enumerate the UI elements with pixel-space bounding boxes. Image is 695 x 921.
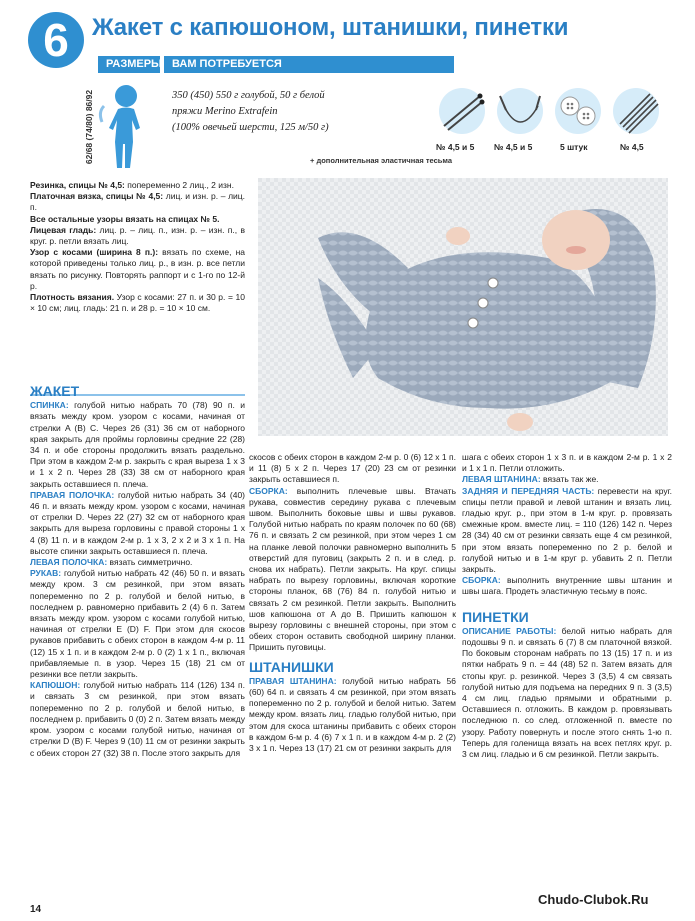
left-front-label: ЛЕВАЯ ПОЛОЧКА: — [30, 557, 108, 568]
yarn-info — [172, 88, 422, 136]
pants-heading: ШТАНИШКИ — [249, 658, 334, 675]
right-leg-continued: шага с обеих сторон 1 х 3 п. и в каждом 2-м р. 1 х 2 и 1 х 1 п. Петли отложить. — [462, 452, 672, 474]
materials-tag: ВАМ ПОТРЕБУЕТСЯ — [164, 56, 454, 73]
page-number: 14 — [30, 904, 42, 915]
intro-label: Резинка, спицы № 4,5: — [30, 180, 125, 190]
work-text: белой нитью набрать для подошвы 9 п. и связать 6 (7) 8 см платочной вязкой. По боковым сторонам набрать по 13 (15) 17 п. и из пятки набрать 9 п. = 44 (48) 52 п. Затем вязать для стопы круг. р. резинкой. Через 3 (3,5) 4 см связать голубой нитью для подъема на передних 9 п. 3 (3,5) 4 см лиц. гладью прямыми и обратными р. Оставшиеся п. отложить. В каждом р. провязывать последнюю п. со след. отложенной п. вместе по узору. Работу повернуть и после этого снять 1-ю п. Теперь для голенища вязать на всех петлях круг. р. 3 см лиц. гладью и 6 см резинкой. Петли закрыть. — [462, 625, 672, 760]
left-leg-text: вязать так же. — [540, 474, 599, 485]
yarn-line-3: (100% овечьей шерсти, 125 м/50 г) — [172, 122, 329, 133]
intro-text: лиц. и изн. р. – лиц. п. — [30, 191, 246, 213]
circular-needle-icon — [494, 86, 546, 136]
site-watermark: Chudo-Clubok.Ru — [538, 892, 649, 907]
intro-text: лиц. р. – лиц. п., изн. р. – изн. п., в круг. р. петли вязать лиц. — [30, 224, 245, 247]
hood-text: голубой нитью набрать 114 (126) 134 п. и связать 3 см резинкой, при этом вязать попеременно по 2 р. голубой и белой нитью, в последнем р. прибавить 0 (0) 2 п. Затем вязать между кром. узором с косами голубой нитью, начиная от стрелки D (B) F. Через 9 (10) 11 см от резинки закрыть с обеих сторон 27 (32) 38 п. После этого закрыть для — [30, 680, 245, 758]
back-text: голубой нитью набрать 70 (78) 90 п. и вязать между кром. узором с косами, начиная от стрелки A (B) C. Через 26 (31) 36 см от наборного края закрыть для проймы горловины средние 22 (28) 34 п. и обе стороны продолжить вязать раздельно. При этом в каждом 2-м р. закрыть с края выреза 1 х 3 и 1 х 2 п. Через 28 (33) 38 см от наборного края закрыть оставшиеся п. плеча. — [30, 400, 245, 489]
intro-label: Плотность вязания. — [30, 292, 115, 303]
intro-text: Узор с косами: 27 п. и 30 р. = 10 × 10 см; лиц. гладь: 21 п. и 28 р. = 10 × 10 см. — [30, 292, 245, 314]
back-front-label: ЗАДНЯЯ И ПЕРЕДНЯЯ ЧАСТЬ: — [462, 485, 595, 496]
yarn-line-1: 350 (450) 550 г голубой, 50 г белой — [172, 90, 325, 101]
yarn-line-2: пряжи Merino Extrafein — [172, 106, 278, 117]
knitting-needles-icon — [436, 86, 488, 136]
intro-item — [30, 191, 245, 213]
left-front-text: вязать симметрично. — [107, 557, 193, 568]
baby-silhouette-icon — [96, 82, 152, 172]
right-leg-text: голубой нитью набрать 56 (60) 64 п. и связать 4 см резинкой, при этом вязать попеременно по 2 р. голубой и белой нитью. Затем между кром. вязать лиц. гладью голубой нитью, при этом для скоса штанины прибавить с обеих сторон в каждом 6-м р. 4 (6) 7 х 1 п. и в каждом 4-м р. 2 (2) 3 х 1 п. Через 13 (17) 21 см от резинки закрыть для — [249, 675, 456, 754]
work-label: ОПИСАНИЕ РАБОТЫ: — [462, 625, 557, 636]
assembly-text: выполнить плечевые швы. Втачать рукава, совместив середину рукава с плечевым швом. Выполнить боковые швы и швы рукавов. Голубой нитью набрать по краям полочек по 60 (68) 76 п. и связать 2 см резинкой, при этом через 1 см на планке левой полочки равномерно выполнить 5 отверстий для пуговиц (закрыть 2 п. и в след. р. снова их набрать). Петли закрыть. На круг. спицы набрать по вырезу горловины, включая короткие стороны планок, 68 (76) 84 п. голубой нитью и связать 2 см резинкой. Петли закрыть. Выполнить шов капюшона от A до B. Пришить капюшон к вырезу горловины с внешней стороны, при этом с обеих сторон оставить свободной ширину планки. Пришить пуговицы. — [249, 485, 456, 653]
intro-label: Платочная вязка, спицы № 4,5: — [30, 191, 164, 202]
left-leg-label: ЛЕВАЯ ШТАНИНА: — [462, 474, 541, 485]
intro-label: Все остальные узоры вязать на спицах № 5. — [30, 213, 220, 224]
back-label: СПИНКА: — [30, 400, 69, 411]
baby-photo — [258, 178, 668, 436]
jacket-heading: ЖАКЕТ — [30, 383, 80, 399]
intro-item — [30, 247, 245, 292]
sleeve-text: голубой нитью набрать 42 (46) 50 п. и вязать между кром. 3 см резинкой, при этом вязать попеременно по 2 р. голубой и белой нитью, в последнем р. равномерно прибавить 2 (4) 6 п. Затем вязать между кром. узором с косами голубой нитью, начиная от стрелки E (D) F. При этом для скосов рукавов прибавить с обеих сторон в каждом 4-м р. 11 (12) 15 х 1 п. и в каждом 2-м р. 0 (2) 1 х 1 п., включая прибавляемые п. в узор. Через 15 (18) 21 см от резинки все петли закрыть. — [30, 568, 245, 680]
intro-label: Лицевая гладь: — [30, 224, 97, 235]
intro-item — [30, 225, 245, 247]
tool-label-3: 5 штук — [560, 142, 588, 152]
jacket-section — [30, 378, 245, 759]
back-front-text: перевести на круг. спицы петли правой и левой штанин и вязать лиц. гладью круг. р., при этом в 1-м круг. р. провязать смежные кром. вместе лиц. = 110 (126) 142 п. Через 28 (34) 40 см от резинки связать еще 4 см резинкой, при этом вязать попеременно по 2 р. белой и голубой нитью и в 1-м круг р. убавить 2 п. Петли закрыть. — [462, 485, 673, 575]
tool-label-1: № 4,5 и 5 — [436, 142, 475, 152]
intro-item — [30, 214, 245, 225]
right-leg-label: ПРАВАЯ ШТАНИНА: — [249, 675, 337, 686]
sizes-tag: РАЗМЕРЫ — [98, 56, 160, 73]
right-column — [462, 452, 672, 760]
hood-continued: скосов с обеих сторон в каждом 2-м р. 0 (6) 12 х 1 п. и 11 (8) 5 х 2 п. Через 17 (20) 23 см от резинки закрыть оставшиеся п. — [249, 452, 456, 485]
booties-heading: ПИНЕТКИ — [462, 608, 529, 625]
intro-notes — [30, 180, 245, 314]
intro-text: попеременно 2 лиц., 2 изн. — [124, 180, 234, 190]
sizes-vertical-text: 62/68 (74/80) 86/92 — [84, 89, 94, 165]
right-front-label: ПРАВАЯ ПОЛОЧКА: — [30, 489, 115, 500]
double-pointed-needles-icon — [610, 86, 662, 136]
middle-column — [249, 452, 456, 754]
tool-label-2: № 4,5 и 5 — [494, 142, 533, 152]
assembly2-label: СБОРКА: — [462, 575, 501, 586]
page-title: Жакет с капюшоном, штанишки, пинетки — [92, 14, 569, 41]
tool-label-4: № 4,5 — [620, 142, 644, 152]
assembly2-text: выполнить внутренние швы штанин и швы шага. Продеть эластичную тесьму в пояс. — [462, 575, 672, 597]
intro-item — [30, 180, 245, 191]
extra-materials: + дополнительная эластичная тесьма — [310, 156, 453, 165]
hood-label: КАПЮШОН: — [30, 680, 81, 691]
intro-label: Узор с косами (ширина 8 п.): — [30, 247, 159, 258]
assembly-label: СБОРКА: — [249, 485, 288, 496]
intro-text: вязать по схеме, на которой приведены только лиц. р., в изн. р. все петли вязать по рисунку. Повторять раппорт и с 1-го по 12-й р. — [30, 247, 246, 291]
intro-item — [30, 292, 245, 314]
pattern-number-badge: 6 — [28, 12, 84, 68]
sleeve-label: РУКАВ: — [30, 568, 62, 579]
buttons-icon — [552, 86, 604, 136]
right-front-text: голубой нитью набрать 34 (40) 46 п. и вязать между кром. узором с косами, начиная от стрелки D. Через 22 (27) 32 см от наборного края закрыть для выреза горловины с правой стороны 1 х 4 (8) 11 п. и в каждом 2-м р. 1 х 3, 2 х 2 и 3 х 1 п. На высоте спинки закрыть оставшиеся п. плеча. — [30, 489, 246, 556]
